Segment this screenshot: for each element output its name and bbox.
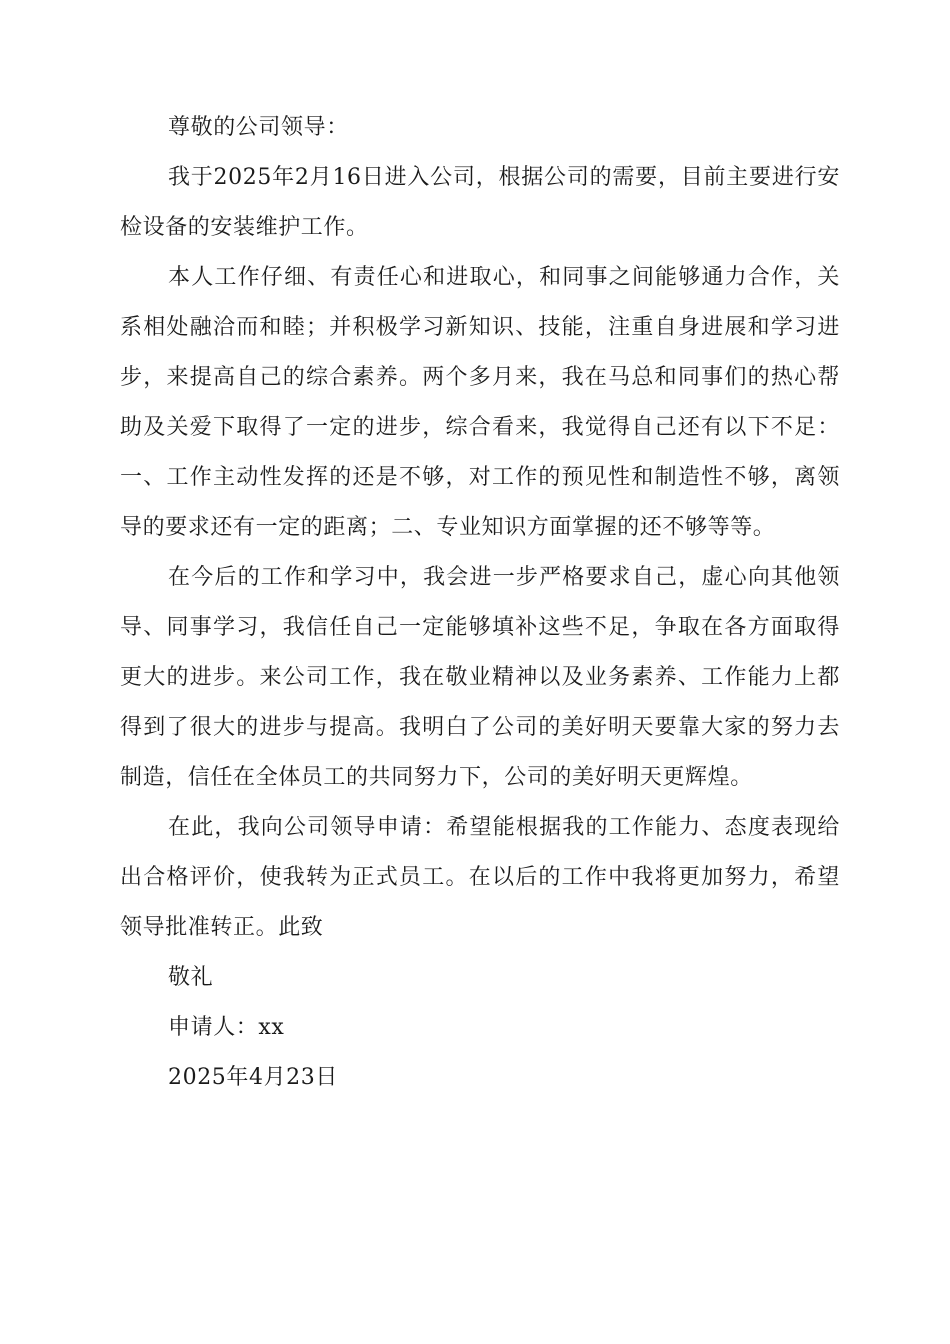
paragraph-2: 本人工作仔细、有责任心和进取心，和同事之间能够通力合作，关系相处融洽而和睦；并积极学习新知识、技能，注重自身进展和学习进步，来提高自己的综合素养。两个多月来，我在马总和同事们的热心帮助及关爱下取得了一定的进步，综合看来，我觉得自己还有以下不足：一、工作主动性发挥的还是不够，对工作的预见性和制造性不够，离领导的要求还有一定的距离；二、专业知识方面掌握的还不够等等。: [120, 265, 840, 540]
paragraph-3: 在今后的工作和学习中，我会进一步严格要求自己，虚心向其他领导、同事学习，我信任自己一定能够填补这些不足，争取在各方面取得更大的进步。来公司工作，我在敬业精神以及业务素养、工作能力上都得到了很大的进步与提高。我明白了公司的美好明天要靠大家的努力去制造，信任在全体员工的共同努力下，公司的美好明天更辉煌。: [120, 565, 840, 790]
paragraph-1: 我于2025年2月16日进入公司，根据公司的需要，目前主要进行安检设备的安装维护工作。: [120, 165, 840, 240]
paragraph-4: 在此，我向公司领导申请：希望能根据我的工作能力、态度表现给出合格评价，使我转为正式员工。在以后的工作中我将更加努力，希望领导批准转正。此致: [120, 815, 840, 940]
salutation: 尊敬的公司领导：: [168, 115, 349, 140]
letter-body: [120, 103, 840, 1103]
date-line: 2025年4月23日: [168, 1065, 338, 1090]
closing-regards: 敬礼: [168, 965, 214, 990]
applicant-line: 申请人：xx: [168, 1015, 285, 1040]
